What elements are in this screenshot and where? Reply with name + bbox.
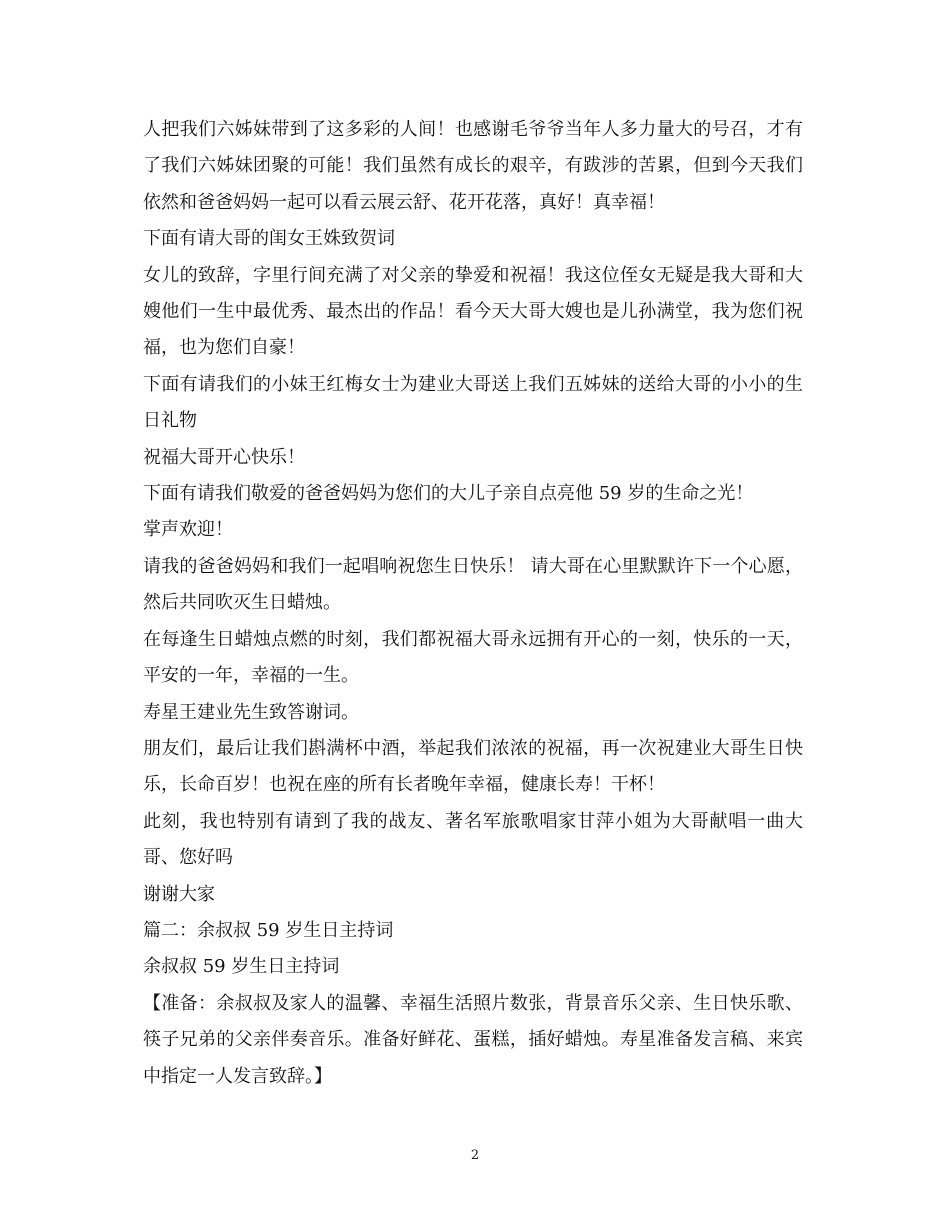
paragraph-preparation: 【准备：余叔叔及家人的温馨、幸福生活照片数张，背景音乐父亲、生日快乐歌、筷子兄弟的父亲伴奏音乐。准备好鲜花、蛋糕，插好蜡烛。寿星准备发言稿、来宾中指定一人发言致辞。】	[143, 992, 803, 1087]
document-body	[143, 112, 803, 1095]
section-heading: 篇二：余叔叔 59 岁生日主持词	[143, 919, 394, 941]
paragraph-song-performance: 此刻，我也特别有请到了我的战友、著名军旅歌唱家甘萍小姐为大哥献唱一曲大哥、您好吗	[143, 810, 803, 869]
paragraph-birthday-song: 请我的爸爸妈妈和我们一起唱响祝您生日快乐！ 请大哥在心里默默许下一个心愿，然后共同吹灭生日蜡烛。	[143, 555, 803, 614]
paragraph-thank-everyone: 谢谢大家	[143, 883, 215, 905]
paragraph-wishes: 在每逢生日蜡烛点燃的时刻，我们都祝福大哥永远拥有开心的一刻，快乐的一天，平安的一年，幸福的一生。	[143, 628, 803, 687]
paragraph-toast: 朋友们，最后让我们斟满杯中酒，举起我们浓浓的祝福，再一次祝建业大哥生日快乐，长命百岁！也祝在座的所有长者晚年幸福，健康长寿！干杯！	[143, 737, 803, 796]
section-title: 余叔叔 59 岁生日主持词	[143, 956, 340, 978]
paragraph-niece-speech: 女儿的致辞，字里行间充满了对父亲的挚爱和祝福！我这位侄女无疑是我大哥和大嫂他们一生中最优秀、最杰出的作品！看今天大哥大嫂也是儿孙满堂，我为您们祝福，也为您们自豪！	[143, 264, 803, 359]
paragraph-reply-speech: 寿星王建业先生致答谢词。	[143, 701, 359, 723]
page-number: 2	[470, 1148, 480, 1163]
paragraph-candle-lighting: 下面有请我们敬爱的爸爸妈妈为您们的大儿子亲自点亮他 59 岁的生命之光！	[143, 483, 754, 505]
paragraph-blessing: 祝福大哥开心快乐！	[143, 446, 305, 468]
paragraph-gift: 下面有请我们的小妹王红梅女士为建业大哥送上我们五姊妹的送给大哥的小小的生日礼物	[143, 373, 803, 432]
paragraph-applause: 掌声欢迎！	[143, 519, 233, 541]
paragraph-invite-niece: 下面有请大哥的闺女王姝致贺词	[143, 228, 395, 250]
paragraph-thanks: 人把我们六姊妹带到了这多彩的人间！也感谢毛爷爷当年人多力量大的号召，才有了我们六姊妹团聚的可能！我们虽然有成长的艰辛，有跋涉的苦累，但到今天我们依然和爸爸妈妈一起可以看云展云舒、花开花落，真好！真幸福！	[143, 119, 803, 213]
